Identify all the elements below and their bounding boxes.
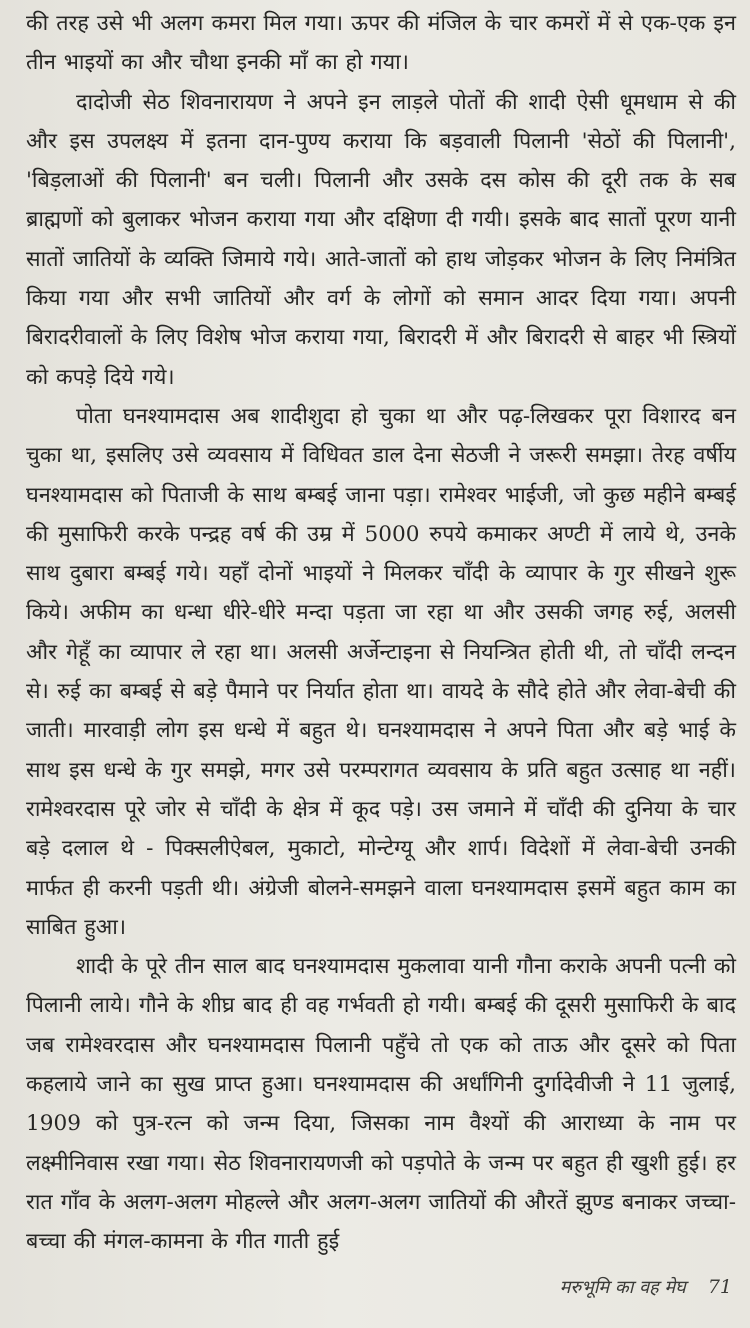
paragraph-wedding: दादोजी सेठ शिवनारायण ने अपने इन लाड़ले पोतों की शादी ऐसी धूमधाम से की और इस उपलक्ष्य में इतना दान-पुण्य कराया कि बड़वाली पिलानी 'सेठों की पिलानी', 'बिड़लाओं की पिलानी' बन चली। पिलानी और उसके दस कोस की दूरी तक के सब ब्राह्मणों को बुलाकर भोजन कराया गया और दक्षिणा दी गयी। इसके बाद सातों पूरण यानी सातों जातियों के व्यक्ति जिमाये गये। आते-जातों को हाथ जोड़कर भोजन के लिए निमंत्रित किया गया और सभी जातियों और वर्ग के लोगों को समान आदर दिया गया। अपनी बिरादरीवालों के लिए विशेष भोज कराया गया, बिरादरी में और बिरादरी से बाहर भी स्त्रियों को कपड़े दिये गये।: [26, 89, 736, 390]
paragraph-business: पोता घनश्यामदास अब शादीशुदा हो चुका था और पढ़-लिखकर पूरा विशारद बन चुका था, इसलिए उसे व्यवसाय में विधिवत डाल देना सेठजी ने जरूरी समझा। तेरह वर्षीय घनश्यामदास को पिताजी के साथ बम्बई जाना पड़ा। रामेश्वर भाईजी, जो कुछ महीने बम्बई की मुसाफिरी करके पन्द्रह वर्ष की उम्र में 5000 रुपये कमाकर अण्टी में लाये थे, उनके साथ दुबारा बम्बई गये। यहाँ दोनों भाइयों ने मिलकर चाँदी के व्यापार के गुर सीखने शुरू किये। अफीम का धन्धा धीरे-धीरे मन्दा पड़ता जा रहा था और उसकी जगह रुई, अलसी और गेहूँ का व्यापार ले रहा था। अलसी अर्जेन्टाइना से नियन्त्रित होती थी, तो चाँदी लन्दन से। रुई का बम्बई से बड़े पैमाने पर निर्यात होता था। वायदे के सौदे होते और लेवा-बेची की जाती। मारवाड़ी लोग इस धन्धे में बहुत थे। घनश्यामदास ने अपने पिता और बड़े भाई के साथ इस धन्धे के गुर समझे, मगर उसे परम्परागत व्यवसाय के प्रति बहुत उत्साह था नहीं। रामेश्वरदास पूरे जोर से चाँदी के क्षेत्र में कूद पड़े। उस जमाने में चाँदी की दुनिया के चार बड़े दलाल थे - पिक्सलीऐबल, मुकाटो, मोन्टेग्यू और शार्प। विदेशों में लेवा-बेची उनकी मार्फत ही करनी पड़ती थी। अंग्रेजी बोलने-समझने वाला घनश्यामदास इसमें बहुत काम का साबित हुआ।: [26, 403, 736, 940]
paragraph-continued: की तरह उसे भी अलग कमरा मिल गया। ऊपर की मंजिल के चार कमरों में से एक-एक इन तीन भाइयों का और चौथा इनकी माँ का हो गया।: [26, 11, 736, 76]
paragraph-birth: शादी के पूरे तीन साल बाद घनश्यामदास मुकलावा यानी गौना कराके अपनी पत्नी को पिलानी लाये। गौने के शीघ्र बाद ही वह गर्भवती हो गयी। बम्बई की दूसरी मुसाफिरी के बाद जब रामेश्वरदास और घनश्यामदास पिलानी पहुँचे तो एक को ताऊ और दूसरे को पिता कहलाये जाने का सुख प्राप्त हुआ। घनश्यामदास की अर्धांगिनी दुर्गादेवीजी ने 11 जुलाई, 1909 को पुत्र-रत्न को जन्म दिया, जिसका नाम वैश्यों की आराध्या के नाम पर लक्ष्मीनिवास रखा गया। सेठ शिवनारायणजी को पड़पोते के जन्म पर बहुत ही खुशी हुई। हर रात गाँव के अलग-अलग मोहल्ले और अलग-अलग जातियों की औरतें झुण्ड बनाकर जच्चा-बच्चा की मंगल-कामना के गीत गाती हुई: [26, 954, 736, 1255]
running-title: मरुभूमि का वह मेघ: [559, 1277, 686, 1298]
page-footer: [560, 1275, 732, 1299]
page-number: 71: [707, 1276, 732, 1298]
